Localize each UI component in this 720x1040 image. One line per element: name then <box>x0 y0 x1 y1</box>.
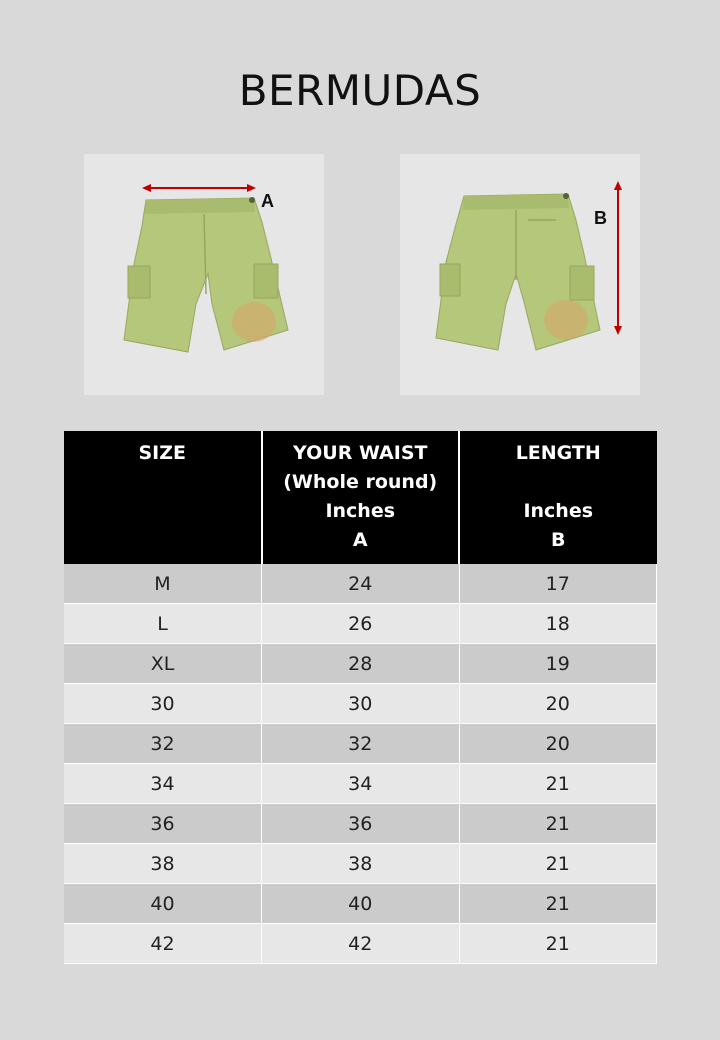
table-row <box>64 884 657 924</box>
length-cell: 21 <box>459 804 657 844</box>
size-cell: 40 <box>64 884 262 924</box>
table-row <box>64 804 657 844</box>
size-cell: 32 <box>64 724 262 764</box>
table-row <box>64 844 657 884</box>
waist-cell: 32 <box>262 724 460 764</box>
waist-cell: 36 <box>262 804 460 844</box>
size-cell: L <box>64 604 262 644</box>
header-waist: YOUR WAIST (Whole round) Inches A <box>262 431 460 564</box>
table-header-row <box>64 431 657 564</box>
table-row <box>64 764 657 804</box>
length-cell: 19 <box>459 644 657 684</box>
length-cell: 18 <box>459 604 657 644</box>
back-shorts-image <box>400 154 640 395</box>
table-row <box>64 724 657 764</box>
size-cell: 38 <box>64 844 262 884</box>
waist-cell: 28 <box>262 644 460 684</box>
marker-a: A <box>261 191 274 211</box>
page-title: BERMUDAS <box>238 66 482 115</box>
length-cell: 21 <box>459 924 657 964</box>
front-shorts-image <box>84 154 324 395</box>
table-row <box>64 604 657 644</box>
table-row <box>64 564 657 604</box>
size-cell: M <box>64 564 262 604</box>
length-cell: 17 <box>459 564 657 604</box>
waist-cell: 26 <box>262 604 460 644</box>
size-cell: XL <box>64 644 262 684</box>
header-size: SIZE <box>64 431 262 564</box>
length-cell: 21 <box>459 884 657 924</box>
waist-cell: 34 <box>262 764 460 804</box>
size-cell: 42 <box>64 924 262 964</box>
header-length: LENGTH Inches B <box>459 431 657 564</box>
size-cell: 30 <box>64 684 262 724</box>
table-row <box>64 644 657 684</box>
table-row <box>64 924 657 964</box>
waist-cell: 42 <box>262 924 460 964</box>
waist-cell: 38 <box>262 844 460 884</box>
size-cell: 34 <box>64 764 262 804</box>
waist-cell: 30 <box>262 684 460 724</box>
length-cell: 21 <box>459 764 657 804</box>
length-cell: 20 <box>459 724 657 764</box>
waist-cell: 40 <box>262 884 460 924</box>
table-row <box>64 684 657 724</box>
waist-cell: 24 <box>262 564 460 604</box>
length-cell: 21 <box>459 844 657 884</box>
marker-b: B <box>594 208 607 228</box>
size-cell: 36 <box>64 804 262 844</box>
length-cell: 20 <box>459 684 657 724</box>
size-chart-table <box>64 431 657 964</box>
